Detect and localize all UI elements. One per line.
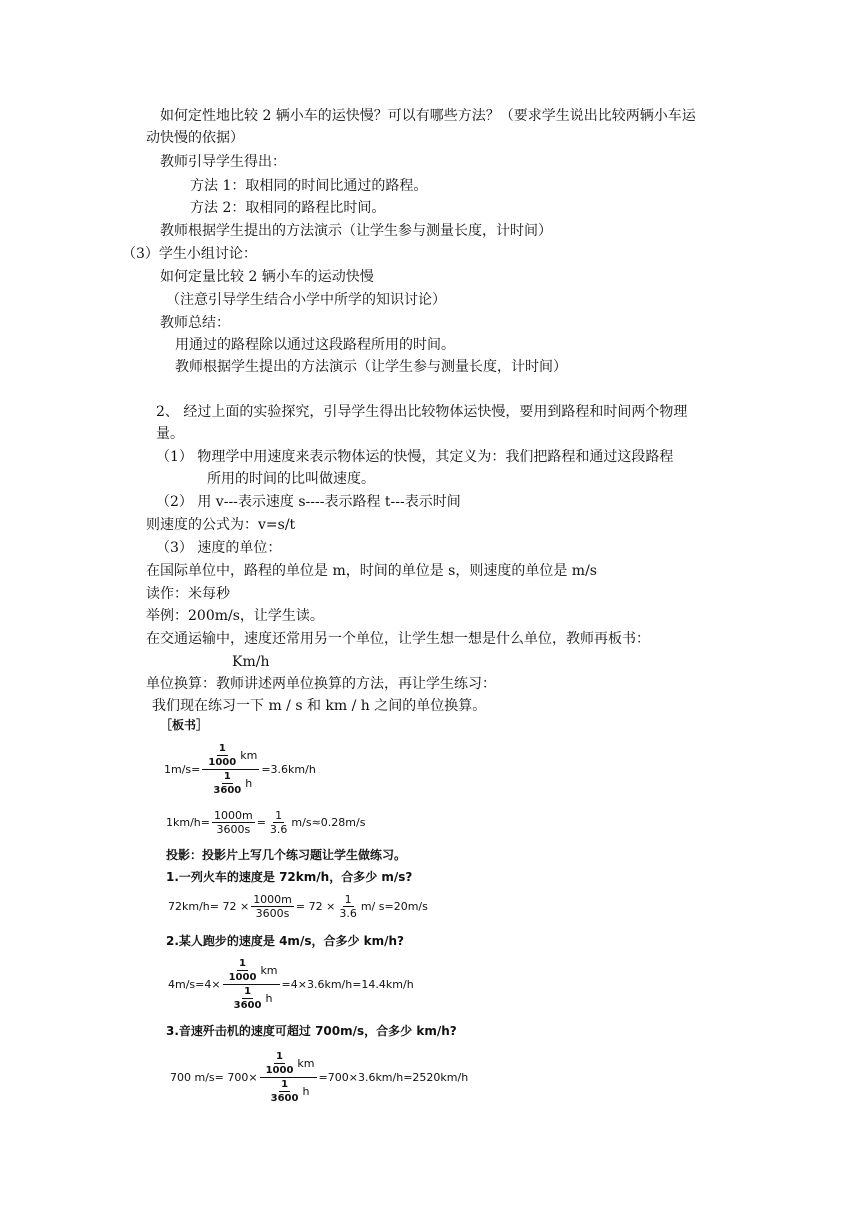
board-answer-3: 700 m/s= 700× $\frac{1}{1000}$ km $\frac{1}{3600}$ h =700×3.6km/h=2520km/h bbox=[170, 1050, 469, 1104]
line-5: 教师根据学生提出的方法演示（让学生参与测量长度，计时间） bbox=[160, 223, 552, 239]
board-equation-1 bbox=[164, 742, 316, 796]
line-9: 教师总结： bbox=[160, 315, 230, 331]
board-answer-2: 4m/s=4× $\frac{1}{1000}$ km $\frac{1}{3600}$ h =4×3.6km/h=14.4km/h bbox=[168, 957, 414, 1011]
line-1b: 动快慢的依据） bbox=[146, 130, 244, 146]
line-16: （3） 速度的单位： bbox=[156, 540, 282, 556]
line-7: 如何定量比较 2 辆小车的运动快慢 bbox=[160, 269, 374, 285]
board-projection: 投影：投影片上写几个练习题让学生做练习。 bbox=[166, 848, 407, 862]
board-equation-2: 1km/h= $\frac{1000m}{3600s}$ = $\frac{1}{3.6}$ m/s≈0.28m/s bbox=[166, 808, 366, 836]
eq1-left: 1m/s= bbox=[164, 762, 201, 776]
eq1-right: =3.6km/h bbox=[261, 762, 316, 776]
line-1a: 如何定性地比较 2 辆小车的运快慢？可以有哪些方法？（要求学生说出比较两辆小车运 bbox=[160, 108, 696, 124]
line-20: 在交通运输中，速度还常用另一个单位，让学生想一想是什么单位，教师再板书： bbox=[146, 631, 650, 647]
eq1-fraction: $\frac{1}{1000}$ km $\frac{1}{3600}$ h bbox=[202, 742, 259, 797]
line-3: 方法 1：取相同的时间比通过的路程。 bbox=[190, 178, 428, 194]
line-12b: 量。 bbox=[156, 426, 184, 442]
line-23: 我们现在练习一下 m / s 和 km / h 之间的单位换算。 bbox=[152, 698, 487, 714]
line-15: 则速度的公式为：v=s/t bbox=[146, 517, 296, 533]
board-question-2: 2.某人跑步的速度是 4m/s，合多少 km/h? bbox=[166, 934, 405, 948]
line-10: 用通过的路程除以通过这段路程所用的时间。 bbox=[175, 337, 455, 353]
line-22: 单位换算：教师讲述两单位换算的方法，再让学生练习： bbox=[146, 676, 496, 692]
line-17: 在国际单位中，路程的单位是 m，时间的单位是 s，则速度的单位是 m/s bbox=[146, 563, 597, 579]
board-heading: ［板书］ bbox=[160, 718, 209, 732]
line-2: 教师引导学生得出： bbox=[160, 154, 286, 170]
line-13b: 所用的时间的比叫做速度。 bbox=[207, 471, 375, 487]
line-13a: （1） 物理学中用速度来表示物体运的快慢，其定义为：我们把路程和通过这段路程 bbox=[156, 449, 674, 465]
board-question-3: 3.音速歼击机的速度可超过 700m/s，合多少 km/h? bbox=[166, 1024, 457, 1038]
line-12a: 2、 经过上面的实验探究，引导学生得出比较物体运快慢，要用到路程和时间两个物理 bbox=[156, 404, 688, 420]
line-18: 读作：米每秒 bbox=[146, 586, 230, 602]
line-8: （注意引导学生结合小学中所学的知识讨论） bbox=[166, 292, 446, 308]
board-question-1: 1.一列火车的速度是 72km/h，合多少 m/s? bbox=[166, 870, 413, 884]
board-answer-1: 72km/h= 72 × $\frac{1000m}{3600s}$ = 72 × $\frac{1}{3.6}$ m/ s=20m/s bbox=[168, 892, 428, 920]
line-6: （3）学生小组讨论： bbox=[122, 246, 257, 262]
line-21: Km/h bbox=[232, 654, 270, 670]
line-19: 举例：200m/s，让学生读。 bbox=[146, 608, 324, 624]
line-14: （2） 用 v---表示速度 s----表示路程 t---表示时间 bbox=[156, 494, 461, 510]
line-4: 方法 2：取相同的路程比时间。 bbox=[190, 200, 386, 216]
line-11: 教师根据学生提出的方法演示（让学生参与测量长度，计时间） bbox=[175, 359, 567, 375]
